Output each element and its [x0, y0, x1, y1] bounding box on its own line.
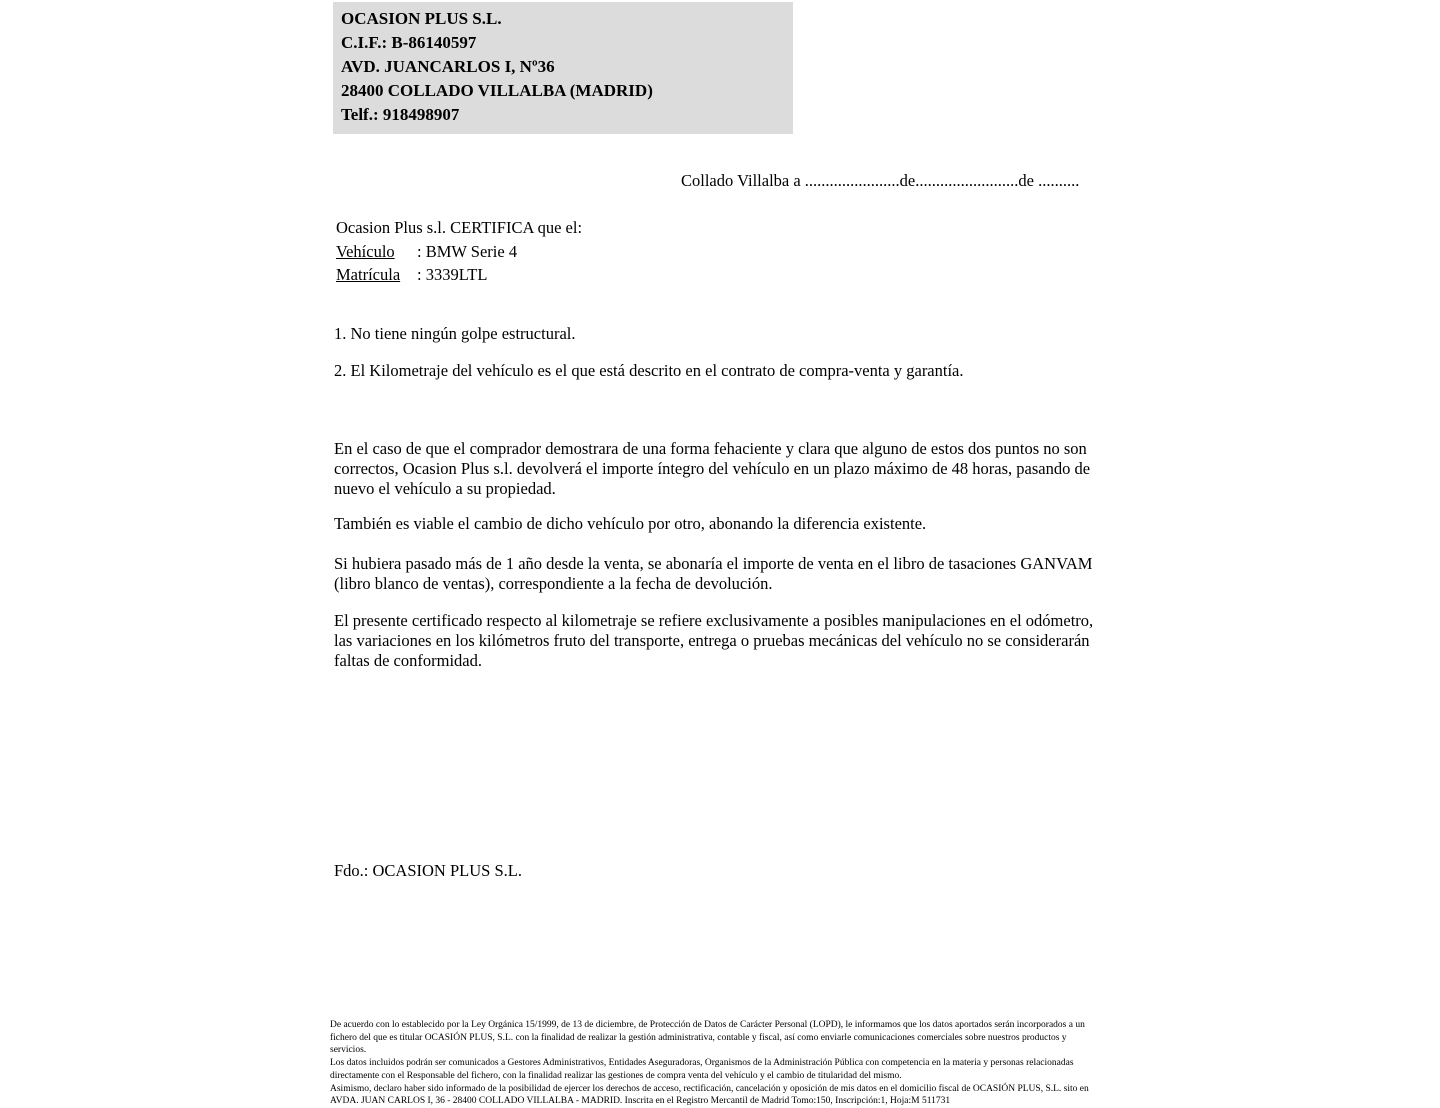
vehicle-label: Vehículo — [336, 241, 395, 261]
certify-block — [336, 216, 582, 287]
plate-label: Matrícula — [336, 265, 401, 284]
legal-footer-paragraph-2: Los datos incluidos podrán ser comunicados a Gestores Administrativos, Entidades Aseguradoras, Organismos de la Administración Pública con competencia en la materia y personas relacionadas directamente con el Responsable del fichero, con la finalidad realizar las gestiones de compra venta del vehículo y el cambio de titularidad del mismo. — [330, 1058, 1074, 1081]
company-phone: Telf.: 918498907 — [341, 105, 460, 124]
vehicle-value: BMW Serie 4 — [425, 241, 518, 261]
plate-value: 3339LTL — [425, 265, 488, 284]
paragraph-refund: En el caso de que el comprador demostrara de una forma fehaciente y clara que alguno de estos dos puntos no son correctos, Ocasion Plus s.l. devolverá el importe íntegro del vehículo en un plazo máximo de 48 horas, pasando de nuevo el vehículo a su propiedad. — [334, 439, 1091, 498]
point-2: 2. El Kilometraje del vehículo es el que está descrito en el contrato de compra-venta y garantía. — [334, 361, 964, 380]
paragraph-exchange: También es viable el cambio de dicho vehículo por otro, abonando la diferencia existente. — [334, 514, 927, 533]
company-city: 28400 COLLADO VILLALBA (MADRID) — [341, 81, 653, 100]
legal-footer — [330, 1019, 1102, 1108]
date-line: Collado Villalba a .......................de.........................de .......... — [681, 171, 1080, 190]
company-cif: C.I.F.: B-86140597 — [341, 33, 477, 52]
point-1: 1. No tiene ningún golpe estructural. — [334, 324, 576, 343]
company-header — [333, 2, 793, 134]
signature-line: Fdo.: OCASION PLUS S.L. — [334, 861, 522, 880]
plate-row — [336, 263, 582, 287]
paragraph-odometer: El presente certificado respecto al kilometraje se refiere exclusivamente a posibles manipulaciones en el odómetro, las variaciones en los kilómetros fruto del transporte, entrega o pruebas mecánicas del vehículo no se considerarán faltas de conformidad. — [334, 611, 1094, 670]
vehicle-separator: : — [417, 241, 426, 261]
legal-footer-paragraph-3: Asimismo, declaro haber sido informado de la posibilidad de ejercer los derechos de acceso, rectificación, cancelación y oposición de mis datos en el domicilio fiscal de OCASIÓN PLUS, S.L. sito en AVDA. JUAN CARLOS I, 36 - 28400 COLLADO VILLALBA - MADRID. Inscrita en el Registro Mercantil de Madrid Tomo:150, Inscripción:1, Hoja:M 511731 — [330, 1083, 1089, 1107]
vehicle-row — [336, 240, 582, 264]
plate-separator: : — [417, 265, 426, 284]
company-name: OCASION PLUS S.L. — [341, 9, 502, 28]
certify-intro: Ocasion Plus s.l. CERTIFICA que el: — [336, 218, 583, 237]
paragraph-ganvam: Si hubiera pasado más de 1 año desde la venta, se abonaría el importe de venta en el libro de tasaciones GANVAM (libro blanco de ventas), correspondiente a la fecha de devolución. — [334, 554, 1093, 593]
legal-footer-paragraph-1: De acuerdo con lo establecido por la Ley Orgánica 15/1999, de 13 de diciembre, de Protección de Datos de Carácter Personal (LOPD), le informamos que los datos aportados serán incorporados a un fichero del que es titular OCASIÓN PLUS, S.L. con la finalidad de realizar la gestión administrativa, contable y fiscal, así como enviarle comunicaciones comerciales sobre nuestros productos y servicios. — [330, 1020, 1085, 1056]
company-address: AVD. JUANCARLOS I, Nº36 — [341, 57, 555, 76]
